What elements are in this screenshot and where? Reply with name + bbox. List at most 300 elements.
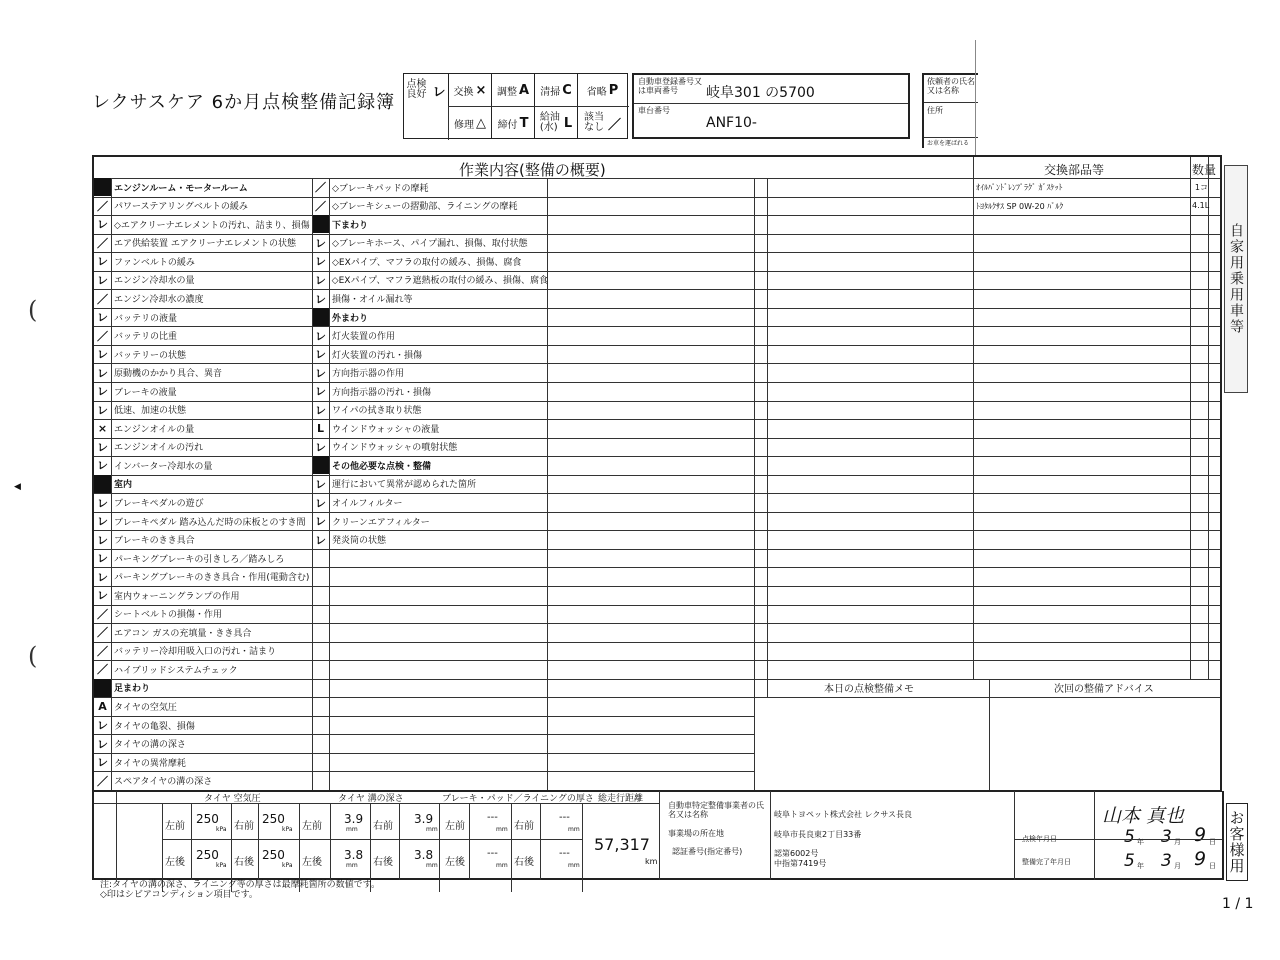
row-divider [754, 586, 1220, 587]
left-item-row [94, 326, 312, 345]
legend-mark: C [562, 82, 572, 98]
measurement-section [92, 791, 1224, 880]
item-label: タイヤの異常摩耗 [114, 758, 186, 769]
divider [231, 803, 232, 892]
section-marker [94, 178, 111, 196]
legend-cell [535, 74, 578, 106]
item-label: エンジンオイルの汚れ [114, 443, 204, 454]
item-label: ワイパの拭き取り状態 [332, 406, 422, 417]
rr-label: 右後 [234, 857, 254, 868]
divider [330, 803, 331, 880]
mid-item-row [312, 401, 548, 420]
check-mark: レ [315, 477, 326, 491]
mid-item-row [312, 382, 548, 401]
mark-legend [403, 73, 628, 139]
check-mark: レ [315, 236, 326, 250]
item-label: ウインドウォッシャの噴射状態 [332, 443, 458, 454]
item-label: エンジンオイルの量 [114, 424, 195, 435]
item-label: 室内ウォーニングランプの作用 [114, 591, 240, 602]
business-cert-label: 認証番号(指定番号) [672, 847, 743, 856]
reg-value: 岐阜301 の5700 [706, 85, 815, 101]
lining-rr: --- [559, 848, 570, 859]
check-mark: レ [97, 403, 108, 417]
item-label: 灯火装置の汚れ・損傷 [332, 350, 423, 361]
left-item-row [94, 401, 312, 420]
divider [258, 803, 259, 880]
col-divider [312, 178, 313, 790]
document-title: レクサスケア 6か月点検整備記録簿 [92, 92, 396, 113]
depth-lf: 3.9 [344, 812, 364, 826]
left-item-row [94, 567, 312, 586]
row-divider [754, 438, 1220, 439]
inspection-table [92, 155, 1222, 792]
left-item-row [94, 530, 312, 549]
item-label: ブレーキペダルの遊び [114, 499, 204, 510]
legend-mark: T [519, 115, 529, 131]
rf-label: 右前 [514, 821, 534, 832]
row-divider [754, 401, 1220, 402]
mid-item-row [312, 326, 548, 345]
check-mark: レ [315, 403, 326, 417]
left-item-row [94, 178, 312, 197]
check-mark: レ [97, 719, 108, 733]
row-divider [754, 549, 1220, 550]
item-label: オイルフィルター [332, 499, 403, 510]
divider [469, 803, 470, 880]
rf-label: 右前 [234, 821, 254, 832]
divider [1094, 791, 1095, 880]
left-item-row [94, 252, 312, 271]
check-mark: ／ [97, 292, 108, 306]
left-item-row [94, 493, 312, 512]
item-label: ウインドウォッシャの液量 [332, 424, 440, 435]
lining-lr: --- [487, 848, 498, 859]
left-item-row [94, 642, 312, 661]
check-mark: レ [315, 385, 326, 399]
pressure-rf: 250 [262, 812, 285, 826]
vehicle-type-tab: 自家用乗用車等 [1224, 165, 1248, 393]
legend-mark: ／ [607, 117, 621, 133]
item-label: ◇ブレーキシューの摺動部、ライニングの摩耗 [332, 202, 518, 213]
legend-cell [535, 107, 578, 139]
col-divider [111, 178, 112, 790]
legend-mark: P [608, 82, 619, 98]
item-label: タイヤの亀裂、損傷 [114, 721, 195, 732]
col-divider [1208, 157, 1209, 679]
row-divider [754, 567, 1220, 568]
lining-lf: --- [487, 812, 498, 823]
depth-lr: 3.8 [344, 848, 364, 862]
row-divider [754, 252, 1220, 253]
item-label: ハイブリッドシステムチェック [114, 665, 238, 676]
legend-label: 修理 [454, 119, 474, 131]
item-label: 運行において異常が認められた箇所 [332, 480, 477, 491]
rf-label: 右前 [373, 821, 393, 832]
check-mark: レ [97, 311, 108, 325]
divider [540, 803, 541, 880]
item-label: エンジン冷却水の濃度 [114, 295, 204, 306]
lining-rf: --- [559, 812, 570, 823]
check-mark: ／ [97, 774, 108, 788]
item-label: バッテリーの状態 [114, 350, 187, 361]
item-label: パワーステアリングベルトの緩み [114, 202, 248, 213]
item-label: 方向指示器の作用 [332, 369, 405, 380]
item-label: ブレーキの液量 [114, 387, 177, 398]
row-divider [754, 382, 1220, 383]
pressure-header: タイヤ 空気圧 [204, 794, 261, 804]
divider [511, 803, 512, 892]
item-label: パーキングブレーキの引きしろ／踏みしろ [114, 554, 285, 565]
pressure-lr: 250 [196, 848, 219, 862]
pressure-lf: 250 [196, 812, 219, 826]
check-mark: ／ [97, 329, 108, 343]
check-mark: A [98, 700, 107, 714]
odometer-value: 57,317 [594, 835, 650, 854]
legend-mark: L [563, 115, 573, 131]
depth-rr: 3.8 [414, 848, 434, 862]
mid-item-row [312, 475, 548, 494]
vehicle-info-box [632, 73, 910, 139]
item-label: ◇EXパイプ、マフラ遮熱板の取付の緩み、損傷、腐食 [331, 276, 548, 287]
unit-mm: mm [346, 862, 358, 869]
lf-label: 左前 [302, 821, 322, 832]
depth-rf: 3.9 [414, 812, 434, 826]
check-mark: レ [315, 292, 326, 306]
check-mark: ／ [315, 199, 326, 213]
check-mark: レ [97, 589, 108, 603]
chassis-value: ANF10- [706, 115, 757, 131]
row-divider [754, 493, 1220, 494]
complete-day: 9 [1194, 848, 1207, 870]
check-mark: レ [315, 255, 326, 269]
nen: 年 [1137, 838, 1144, 846]
divider [439, 803, 440, 892]
mid-item-row [312, 493, 548, 512]
legend-cell [492, 74, 535, 106]
left-item-row [94, 345, 312, 364]
part-qty: 1コ [1194, 183, 1208, 192]
memo-divider [754, 697, 1220, 698]
left-item-row [94, 419, 312, 438]
inspect-day: 9 [1194, 824, 1207, 846]
item-label: バッテリの比重 [114, 332, 178, 343]
item-label: エアコン ガスの充填量・きき具合 [114, 628, 252, 639]
check-mark: レ [97, 273, 108, 287]
divider [299, 803, 300, 892]
item-label: クリーンエアフィルター [332, 517, 430, 528]
part-name: ﾄﾖﾀﾙｸｻｽ SP 0W-20 ﾊﾞﾙｸ [976, 201, 1064, 211]
lining-header: ブレーキ・パッド／ライニングの厚さ [442, 794, 594, 804]
section-marker [312, 456, 329, 474]
complete-month: 3 [1161, 851, 1172, 871]
page-number: 1 / 1 [1222, 896, 1254, 912]
left-item-row [94, 234, 312, 253]
divider [770, 791, 771, 880]
left-item-row [94, 697, 312, 716]
check-mark: レ [97, 385, 108, 399]
legend-label: 調整 [496, 86, 517, 98]
row-divider [754, 660, 1220, 661]
scan-mark: ( [28, 642, 38, 670]
divider [116, 791, 117, 880]
item-label: 外まわり [332, 313, 369, 324]
left-item-row [94, 475, 312, 494]
row-divider [754, 271, 1220, 272]
check-mark: レ [315, 329, 326, 343]
mid-item-row [312, 363, 548, 382]
odometer-unit: km [645, 857, 658, 866]
unit-mm: mm [496, 862, 508, 869]
reg-label: 自動車登録番号又は車両番号 [638, 77, 702, 95]
row-divider [754, 308, 1220, 309]
left-item-row [94, 716, 312, 735]
legend-label: 点検良好 [406, 79, 427, 100]
tsuki: 月 [1174, 838, 1181, 846]
section-marker [94, 679, 111, 697]
rr-label: 右後 [373, 857, 393, 868]
unit-mm: mm [568, 826, 580, 833]
signature: 山本 真也 [1102, 805, 1185, 827]
item-label: ファンベルトの緩み [114, 257, 195, 268]
check-mark: ／ [315, 181, 326, 195]
left-item-row [94, 771, 312, 790]
legend-mark: × [475, 82, 487, 98]
requester-box [922, 73, 978, 148]
row-divider [754, 363, 1220, 364]
item-label: 下まわり [332, 220, 369, 231]
nen: 年 [1137, 862, 1144, 870]
left-item-row [94, 197, 312, 216]
row-divider [754, 289, 1220, 290]
divider [1014, 839, 1222, 840]
depth-header: タイヤ 溝の深さ [338, 794, 404, 804]
parts-header-name: 交換部品等 [1044, 163, 1105, 177]
unit-mm: mm [426, 862, 438, 869]
divider [582, 803, 583, 892]
item-label: パーキングブレーキのきき具合・作用(電動含む) [114, 573, 310, 584]
left-item-row [94, 623, 312, 642]
left-item-row [94, 660, 312, 679]
complete-date-label: 整備完了年月日 [1022, 858, 1071, 866]
footnotes [100, 880, 380, 900]
business-address-label: 事業場の所在地 [668, 829, 724, 838]
lf-label: 左前 [445, 821, 465, 832]
memo-area [755, 698, 1220, 790]
unit-kpa: kPa [216, 826, 227, 833]
requester-name-label: 依頼者の氏名又は名称 [927, 77, 975, 95]
work-header: 作業内容(整備の概要) [459, 161, 606, 179]
item-label: 損傷・オイル漏れ等 [332, 295, 413, 306]
col-divider [547, 178, 548, 790]
row-divider [754, 605, 1220, 606]
check-mark: レ [315, 533, 326, 547]
advice-header: 次回の整備アドバイス [1054, 684, 1154, 695]
item-label: スペアタイヤの溝の深さ [114, 777, 213, 788]
legend-label: 省略 [586, 86, 607, 98]
row-divider [754, 215, 1220, 216]
check-mark: レ [97, 737, 108, 751]
legend-cell [449, 74, 492, 106]
divider [162, 839, 582, 840]
item-label: 原動機のかかり具合、異音 [114, 369, 223, 380]
legend-cell [449, 107, 492, 139]
scan-mark: ( [28, 296, 38, 324]
legend-mark: レ [432, 84, 446, 100]
item-label: バッテリー冷却用吸入口の汚れ・詰まり [114, 647, 277, 658]
check-mark: レ [97, 515, 108, 529]
business-cert2: 中指第7419号 [774, 859, 827, 868]
item-label: その他必要な点検・整備 [332, 461, 432, 472]
row-divider [754, 475, 1220, 476]
check-mark: レ [315, 348, 326, 362]
unit-kpa: kPa [282, 826, 293, 833]
item-label: タイヤの溝の深さ [114, 740, 186, 751]
check-mark: レ [315, 440, 326, 454]
left-item-row [94, 549, 312, 568]
mid-item-row [312, 289, 548, 308]
mid-item-row [312, 419, 548, 438]
business-name-label: 自動車特定整備事業者の氏名又は名称 [668, 801, 764, 819]
check-mark: L [316, 421, 324, 435]
item-label: ◇ブレーキホース、パイプ漏れ、損傷、取付状態 [332, 239, 528, 250]
check-mark: レ [97, 496, 108, 510]
item-label: エア供給装置 エアクリーナエレメントの状態 [114, 239, 296, 250]
left-item-row [94, 753, 312, 772]
mid-item-row [312, 197, 548, 216]
check-mark: ／ [97, 607, 108, 621]
mid-item-row [312, 252, 548, 271]
check-mark: レ [315, 496, 326, 510]
chassis-label: 車台番号 [638, 106, 670, 115]
item-label: ブレーキのきき具合 [114, 536, 195, 547]
item-label: バッテリの液量 [114, 313, 178, 324]
check-mark: レ [97, 533, 108, 547]
col-divider [329, 178, 330, 790]
mid-item-row [312, 345, 548, 364]
divider [659, 791, 660, 880]
pressure-rr: 250 [262, 848, 285, 862]
memo-header: 本日の点検整備メモ [824, 684, 914, 695]
item-label: 低速、加速の状態 [114, 406, 187, 417]
legend-cell [578, 107, 627, 139]
col-divider [1190, 157, 1191, 679]
unit-kpa: kPa [216, 862, 227, 869]
check-mark: レ [97, 440, 108, 454]
inspect-month: 3 [1161, 827, 1172, 847]
mid-item-row [312, 438, 548, 457]
mid-item-row [312, 178, 548, 197]
footnote-1: 注:タイヤの溝の深さ、ライニング等の厚さは最摩耗箇所の数値です。 [100, 880, 380, 890]
left-item-row [94, 289, 312, 308]
item-label: ブレーキペダル 踏み込んだ時の床板とのすき間 [114, 517, 306, 528]
check-mark: ／ [97, 236, 108, 250]
item-label: ◇EXパイプ、マフラの取付の緩み、損傷、腐食 [332, 257, 522, 268]
check-mark: レ [97, 552, 108, 566]
check-mark: ／ [97, 663, 108, 677]
legend-label: 締付 [497, 119, 518, 131]
unit-mm: mm [568, 862, 580, 869]
item-label: 灯火装置の作用 [332, 332, 396, 343]
divider [191, 803, 192, 880]
lr-label: 左後 [445, 857, 465, 868]
left-item-row [94, 512, 312, 531]
odo-header: 総走行距離 [598, 794, 644, 804]
inspect-date-label: 点検年月日 [1022, 835, 1057, 843]
inspect-year: 5 [1124, 827, 1135, 847]
unit-kpa: kPa [282, 862, 293, 869]
left-item-row [94, 438, 312, 457]
parts-header-qty: 数量 [1192, 163, 1217, 177]
item-label: ◇エアクリーナエレメントの汚れ、詰まり、損傷 [114, 220, 310, 231]
legend-mark: △ [476, 115, 486, 131]
unit-mm: mm [496, 826, 508, 833]
row-divider [754, 197, 1220, 198]
item-label: 足まわり [114, 684, 151, 695]
mid-item-row [312, 234, 548, 253]
item-label: ◇ブレーキパッドの摩耗 [332, 183, 429, 194]
check-mark: レ [97, 459, 108, 473]
row-divider [754, 512, 1220, 513]
check-mark: レ [315, 515, 326, 529]
left-item-row [94, 363, 312, 382]
left-item-row [94, 456, 312, 475]
business-name: 岐阜トヨペット株式会社 レクサス長良 [774, 810, 913, 819]
left-item-row [94, 679, 312, 698]
business-address: 岐阜市長良東2丁目33番 [774, 830, 862, 839]
left-item-row [94, 308, 312, 327]
lr-label: 左後 [302, 857, 322, 868]
divider [370, 803, 371, 892]
complete-year: 5 [1124, 851, 1135, 871]
tsuki: 月 [1174, 862, 1181, 870]
check-mark: ／ [97, 199, 108, 213]
row-divider [754, 345, 1220, 346]
item-label: エンジンルーム・モータールーム [114, 183, 248, 194]
lf-label: 左前 [165, 821, 185, 832]
check-mark: レ [97, 756, 108, 770]
section-marker [312, 215, 329, 233]
hi: 日 [1209, 862, 1216, 870]
part-qty: 4.1L [1192, 200, 1210, 210]
item-label: 方向指示器の汚れ・損傷 [332, 387, 432, 398]
customer-copy-tab: お客様用 [1226, 803, 1248, 881]
row-divider [754, 530, 1220, 531]
left-item-row [94, 605, 312, 624]
lr-label: 左後 [165, 857, 185, 868]
scan-edge [975, 40, 976, 155]
mid-item-row [312, 456, 548, 475]
item-label: エンジン冷却水の量 [114, 276, 195, 287]
item-label: シートベルトの損傷・作用 [114, 610, 223, 621]
requester-address-label: 住所 [927, 106, 943, 115]
rr-label: 右後 [514, 857, 534, 868]
item-label: 発炎筒の状態 [332, 536, 387, 547]
divider [1014, 791, 1015, 880]
row-divider [754, 623, 1220, 624]
row-divider [754, 679, 1220, 680]
mid-item-row [312, 308, 548, 327]
left-item-row [94, 734, 312, 753]
hi: 日 [1209, 838, 1216, 846]
scan-arrow-icon: ◀ [14, 482, 21, 492]
check-mark: レ [97, 348, 108, 362]
check-mark: レ [97, 218, 108, 232]
row-divider [754, 419, 1220, 420]
check-mark: × [97, 421, 108, 435]
memo-divider [989, 679, 990, 790]
left-item-row [94, 382, 312, 401]
item-label: タイヤの空気圧 [114, 703, 177, 714]
